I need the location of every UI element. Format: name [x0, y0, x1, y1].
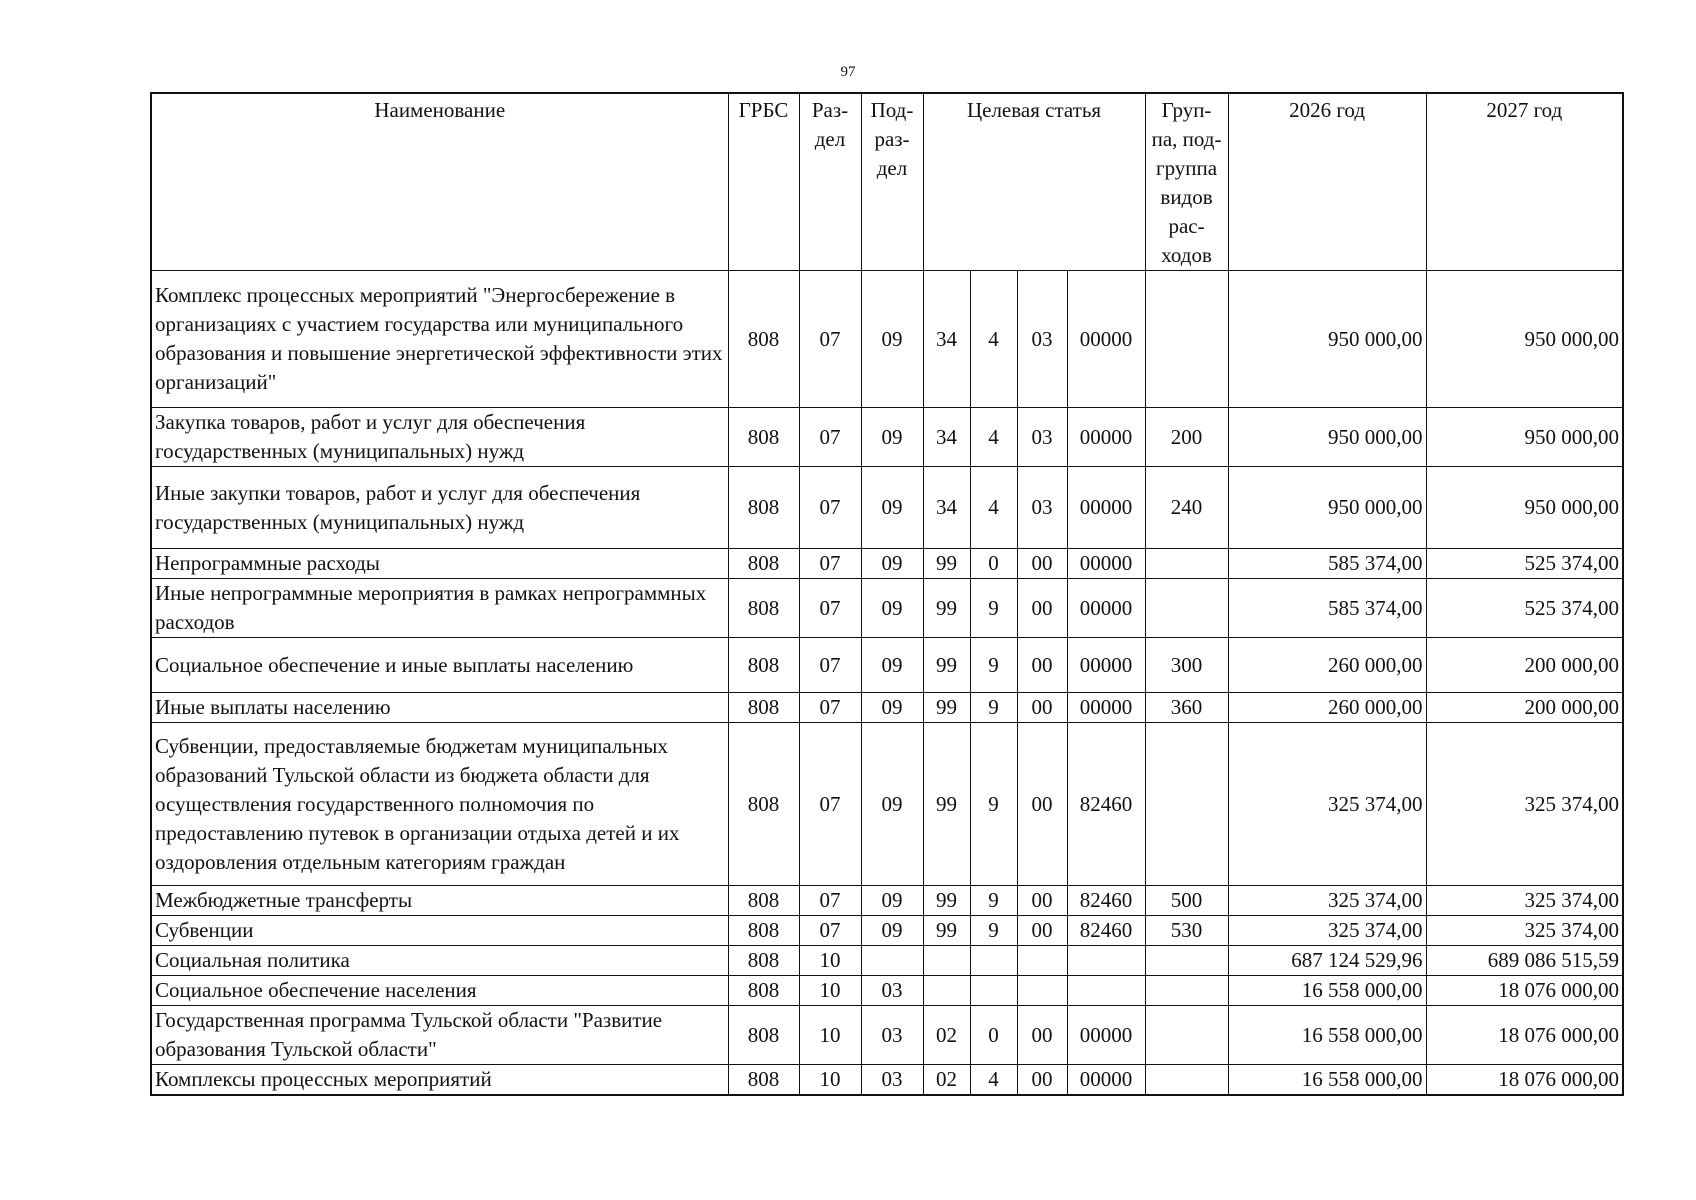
cell-target-program: 99 [923, 916, 970, 946]
cell-amount-2027: 525 374,00 [1426, 549, 1623, 579]
header-grbs: ГРБС [728, 93, 799, 271]
table-row [151, 408, 1623, 467]
cell-target-program: 99 [923, 549, 970, 579]
cell-amount-2026: 16 558 000,00 [1228, 1065, 1426, 1096]
cell-amount-2027: 950 000,00 [1426, 408, 1623, 467]
table-row [151, 549, 1623, 579]
header-2026: 2026 год [1228, 93, 1426, 271]
cell-name: Социальное обеспечение и иные выплаты населению [151, 638, 728, 693]
cell-target-type: 9 [970, 638, 1017, 693]
cell-grbs: 808 [728, 467, 799, 549]
cell-razdel: 07 [799, 579, 861, 638]
cell-amount-2027: 200 000,00 [1426, 693, 1623, 723]
cell-razdel: 10 [799, 1006, 861, 1065]
cell-target-direction: 82460 [1067, 723, 1145, 886]
cell-amount-2027: 950 000,00 [1426, 271, 1623, 408]
cell-target-type: 9 [970, 723, 1017, 886]
cell-name: Субвенции [151, 916, 728, 946]
cell-name: Иные непрограммные мероприятия в рамках непрограммных расходов [151, 579, 728, 638]
cell-target-type: 4 [970, 1065, 1017, 1096]
cell-razdel: 10 [799, 976, 861, 1006]
cell-amount-2026: 950 000,00 [1228, 467, 1426, 549]
cell-target-program: 99 [923, 723, 970, 886]
cell-podrazdel: 09 [861, 886, 923, 916]
cell-target-event: 00 [1017, 693, 1067, 723]
cell-target-event: 00 [1017, 916, 1067, 946]
cell-target-direction: 00000 [1067, 579, 1145, 638]
cell-target-event: 00 [1017, 886, 1067, 916]
cell-expense-group [1145, 579, 1228, 638]
cell-razdel: 07 [799, 638, 861, 693]
cell-expense-group: 360 [1145, 693, 1228, 723]
page-number: 97 [840, 64, 856, 80]
cell-target-type: 9 [970, 916, 1017, 946]
budget-table [150, 92, 1624, 1096]
table-row [151, 1006, 1623, 1065]
cell-target-direction [1067, 946, 1145, 976]
cell-target-type: 9 [970, 693, 1017, 723]
cell-target-direction: 00000 [1067, 408, 1145, 467]
cell-razdel: 07 [799, 408, 861, 467]
cell-target-event: 00 [1017, 723, 1067, 886]
cell-target-type [970, 946, 1017, 976]
cell-amount-2027: 200 000,00 [1426, 638, 1623, 693]
cell-name: Комплекс процессных мероприятий "Энергосбережение в организациях с участием государства или муниципального образования и повышение энергетической эффективности этих организаций" [151, 271, 728, 408]
cell-name: Социальная политика [151, 946, 728, 976]
cell-grbs: 808 [728, 1065, 799, 1096]
header-2027: 2027 год [1426, 93, 1623, 271]
cell-razdel: 10 [799, 946, 861, 976]
cell-target-direction: 00000 [1067, 271, 1145, 408]
cell-podrazdel: 09 [861, 467, 923, 549]
cell-amount-2027: 689 086 515,59 [1426, 946, 1623, 976]
cell-razdel: 07 [799, 723, 861, 886]
cell-target-direction: 00000 [1067, 1006, 1145, 1065]
header-target-article: Целевая статья [923, 93, 1145, 271]
cell-amount-2026: 16 558 000,00 [1228, 976, 1426, 1006]
cell-razdel: 07 [799, 693, 861, 723]
cell-razdel: 07 [799, 549, 861, 579]
cell-expense-group [1145, 723, 1228, 886]
cell-amount-2026: 687 124 529,96 [1228, 946, 1426, 976]
cell-amount-2027: 325 374,00 [1426, 886, 1623, 916]
cell-name: Непрограммные расходы [151, 549, 728, 579]
cell-amount-2026: 950 000,00 [1228, 271, 1426, 408]
cell-expense-group [1145, 946, 1228, 976]
cell-name: Субвенции, предоставляемые бюджетам муниципальных образований Тульской области из бюджета области для осуществления государственного полномочия по предоставлению путевок в организации отдыха детей и их оздоровления отдельным категориям граждан [151, 723, 728, 886]
cell-target-event: 00 [1017, 1006, 1067, 1065]
cell-amount-2026: 585 374,00 [1228, 549, 1426, 579]
cell-expense-group [1145, 549, 1228, 579]
cell-expense-group [1145, 271, 1228, 408]
cell-target-program: 99 [923, 638, 970, 693]
table-row [151, 579, 1623, 638]
cell-grbs: 808 [728, 579, 799, 638]
cell-podrazdel: 09 [861, 408, 923, 467]
cell-amount-2027: 18 076 000,00 [1426, 976, 1623, 1006]
cell-amount-2026: 585 374,00 [1228, 579, 1426, 638]
cell-target-event: 00 [1017, 549, 1067, 579]
cell-razdel: 07 [799, 916, 861, 946]
cell-expense-group [1145, 976, 1228, 1006]
cell-amount-2026: 950 000,00 [1228, 408, 1426, 467]
cell-grbs: 808 [728, 1006, 799, 1065]
cell-target-event [1017, 946, 1067, 976]
cell-target-direction: 00000 [1067, 549, 1145, 579]
cell-target-direction [1067, 976, 1145, 1006]
cell-target-event: 03 [1017, 467, 1067, 549]
header-razdel: Раз- дел [799, 93, 861, 271]
cell-grbs: 808 [728, 886, 799, 916]
cell-grbs: 808 [728, 408, 799, 467]
cell-target-program: 34 [923, 408, 970, 467]
cell-target-program: 02 [923, 1065, 970, 1096]
cell-target-event: 03 [1017, 271, 1067, 408]
header-name: Наименование [151, 93, 728, 271]
table-row [151, 271, 1623, 408]
cell-grbs: 808 [728, 271, 799, 408]
cell-name: Иные выплаты населению [151, 693, 728, 723]
cell-target-program: 02 [923, 1006, 970, 1065]
cell-name: Закупка товаров, работ и услуг для обеспечения государственных (муниципальных) нужд [151, 408, 728, 467]
cell-grbs: 808 [728, 916, 799, 946]
cell-target-event: 03 [1017, 408, 1067, 467]
cell-podrazdel: 09 [861, 638, 923, 693]
table-header-row [151, 93, 1623, 271]
cell-target-event: 00 [1017, 579, 1067, 638]
cell-amount-2027: 325 374,00 [1426, 723, 1623, 886]
cell-target-direction: 82460 [1067, 886, 1145, 916]
cell-podrazdel: 03 [861, 1065, 923, 1096]
cell-target-type: 0 [970, 1006, 1017, 1065]
cell-grbs: 808 [728, 946, 799, 976]
cell-razdel: 07 [799, 467, 861, 549]
cell-amount-2026: 325 374,00 [1228, 916, 1426, 946]
cell-target-direction: 82460 [1067, 916, 1145, 946]
cell-target-type: 0 [970, 549, 1017, 579]
cell-target-program: 99 [923, 886, 970, 916]
cell-target-program: 34 [923, 467, 970, 549]
cell-target-direction: 00000 [1067, 693, 1145, 723]
cell-amount-2027: 325 374,00 [1426, 916, 1623, 946]
cell-podrazdel: 09 [861, 579, 923, 638]
cell-amount-2026: 260 000,00 [1228, 693, 1426, 723]
cell-amount-2027: 18 076 000,00 [1426, 1065, 1623, 1096]
cell-target-program: 34 [923, 271, 970, 408]
cell-podrazdel: 09 [861, 723, 923, 886]
cell-podrazdel [861, 946, 923, 976]
cell-amount-2026: 325 374,00 [1228, 886, 1426, 916]
table-row [151, 1065, 1623, 1096]
cell-target-event: 00 [1017, 1065, 1067, 1096]
cell-target-program [923, 976, 970, 1006]
cell-amount-2026: 325 374,00 [1228, 723, 1426, 886]
cell-target-direction: 00000 [1067, 1065, 1145, 1096]
cell-expense-group: 200 [1145, 408, 1228, 467]
cell-grbs: 808 [728, 638, 799, 693]
cell-grbs: 808 [728, 549, 799, 579]
table-row [151, 886, 1623, 916]
cell-podrazdel: 09 [861, 271, 923, 408]
cell-expense-group [1145, 1006, 1228, 1065]
table-row [151, 946, 1623, 976]
table-row [151, 916, 1623, 946]
cell-expense-group: 300 [1145, 638, 1228, 693]
cell-name: Иные закупки товаров, работ и услуг для обеспечения государственных (муниципальных) нужд [151, 467, 728, 549]
cell-name: Государственная программа Тульской области "Развитие образования Тульской области" [151, 1006, 728, 1065]
cell-expense-group: 240 [1145, 467, 1228, 549]
cell-amount-2027: 950 000,00 [1426, 467, 1623, 549]
cell-grbs: 808 [728, 693, 799, 723]
cell-target-type: 9 [970, 579, 1017, 638]
table-row [151, 467, 1623, 549]
cell-target-direction: 00000 [1067, 467, 1145, 549]
cell-podrazdel: 09 [861, 916, 923, 946]
cell-podrazdel: 09 [861, 693, 923, 723]
cell-grbs: 808 [728, 723, 799, 886]
cell-name: Межбюджетные трансферты [151, 886, 728, 916]
cell-name: Социальное обеспечение населения [151, 976, 728, 1006]
cell-amount-2026: 260 000,00 [1228, 638, 1426, 693]
cell-razdel: 07 [799, 886, 861, 916]
cell-target-type: 9 [970, 886, 1017, 916]
cell-target-program: 99 [923, 693, 970, 723]
table-body [151, 271, 1623, 1096]
cell-grbs: 808 [728, 976, 799, 1006]
cell-expense-group: 500 [1145, 886, 1228, 916]
cell-target-type [970, 976, 1017, 1006]
cell-name: Комплексы процессных мероприятий [151, 1065, 728, 1096]
cell-amount-2027: 18 076 000,00 [1426, 1006, 1623, 1065]
cell-amount-2027: 525 374,00 [1426, 579, 1623, 638]
cell-razdel: 07 [799, 271, 861, 408]
cell-target-type: 4 [970, 271, 1017, 408]
cell-razdel: 10 [799, 1065, 861, 1096]
table-row [151, 693, 1623, 723]
cell-amount-2026: 16 558 000,00 [1228, 1006, 1426, 1065]
header-expense-group: Груп- па, под- группа видов рас- ходов [1145, 93, 1228, 271]
header-podrazdel: Под- раз- дел [861, 93, 923, 271]
cell-target-event [1017, 976, 1067, 1006]
cell-target-direction: 00000 [1067, 638, 1145, 693]
cell-target-program: 99 [923, 579, 970, 638]
cell-target-type: 4 [970, 467, 1017, 549]
cell-podrazdel: 09 [861, 549, 923, 579]
cell-target-type: 4 [970, 408, 1017, 467]
table-row [151, 976, 1623, 1006]
cell-target-program [923, 946, 970, 976]
cell-podrazdel: 03 [861, 1006, 923, 1065]
cell-target-event: 00 [1017, 638, 1067, 693]
cell-expense-group: 530 [1145, 916, 1228, 946]
cell-expense-group [1145, 1065, 1228, 1096]
table-row [151, 638, 1623, 693]
table-row [151, 723, 1623, 886]
cell-podrazdel: 03 [861, 976, 923, 1006]
